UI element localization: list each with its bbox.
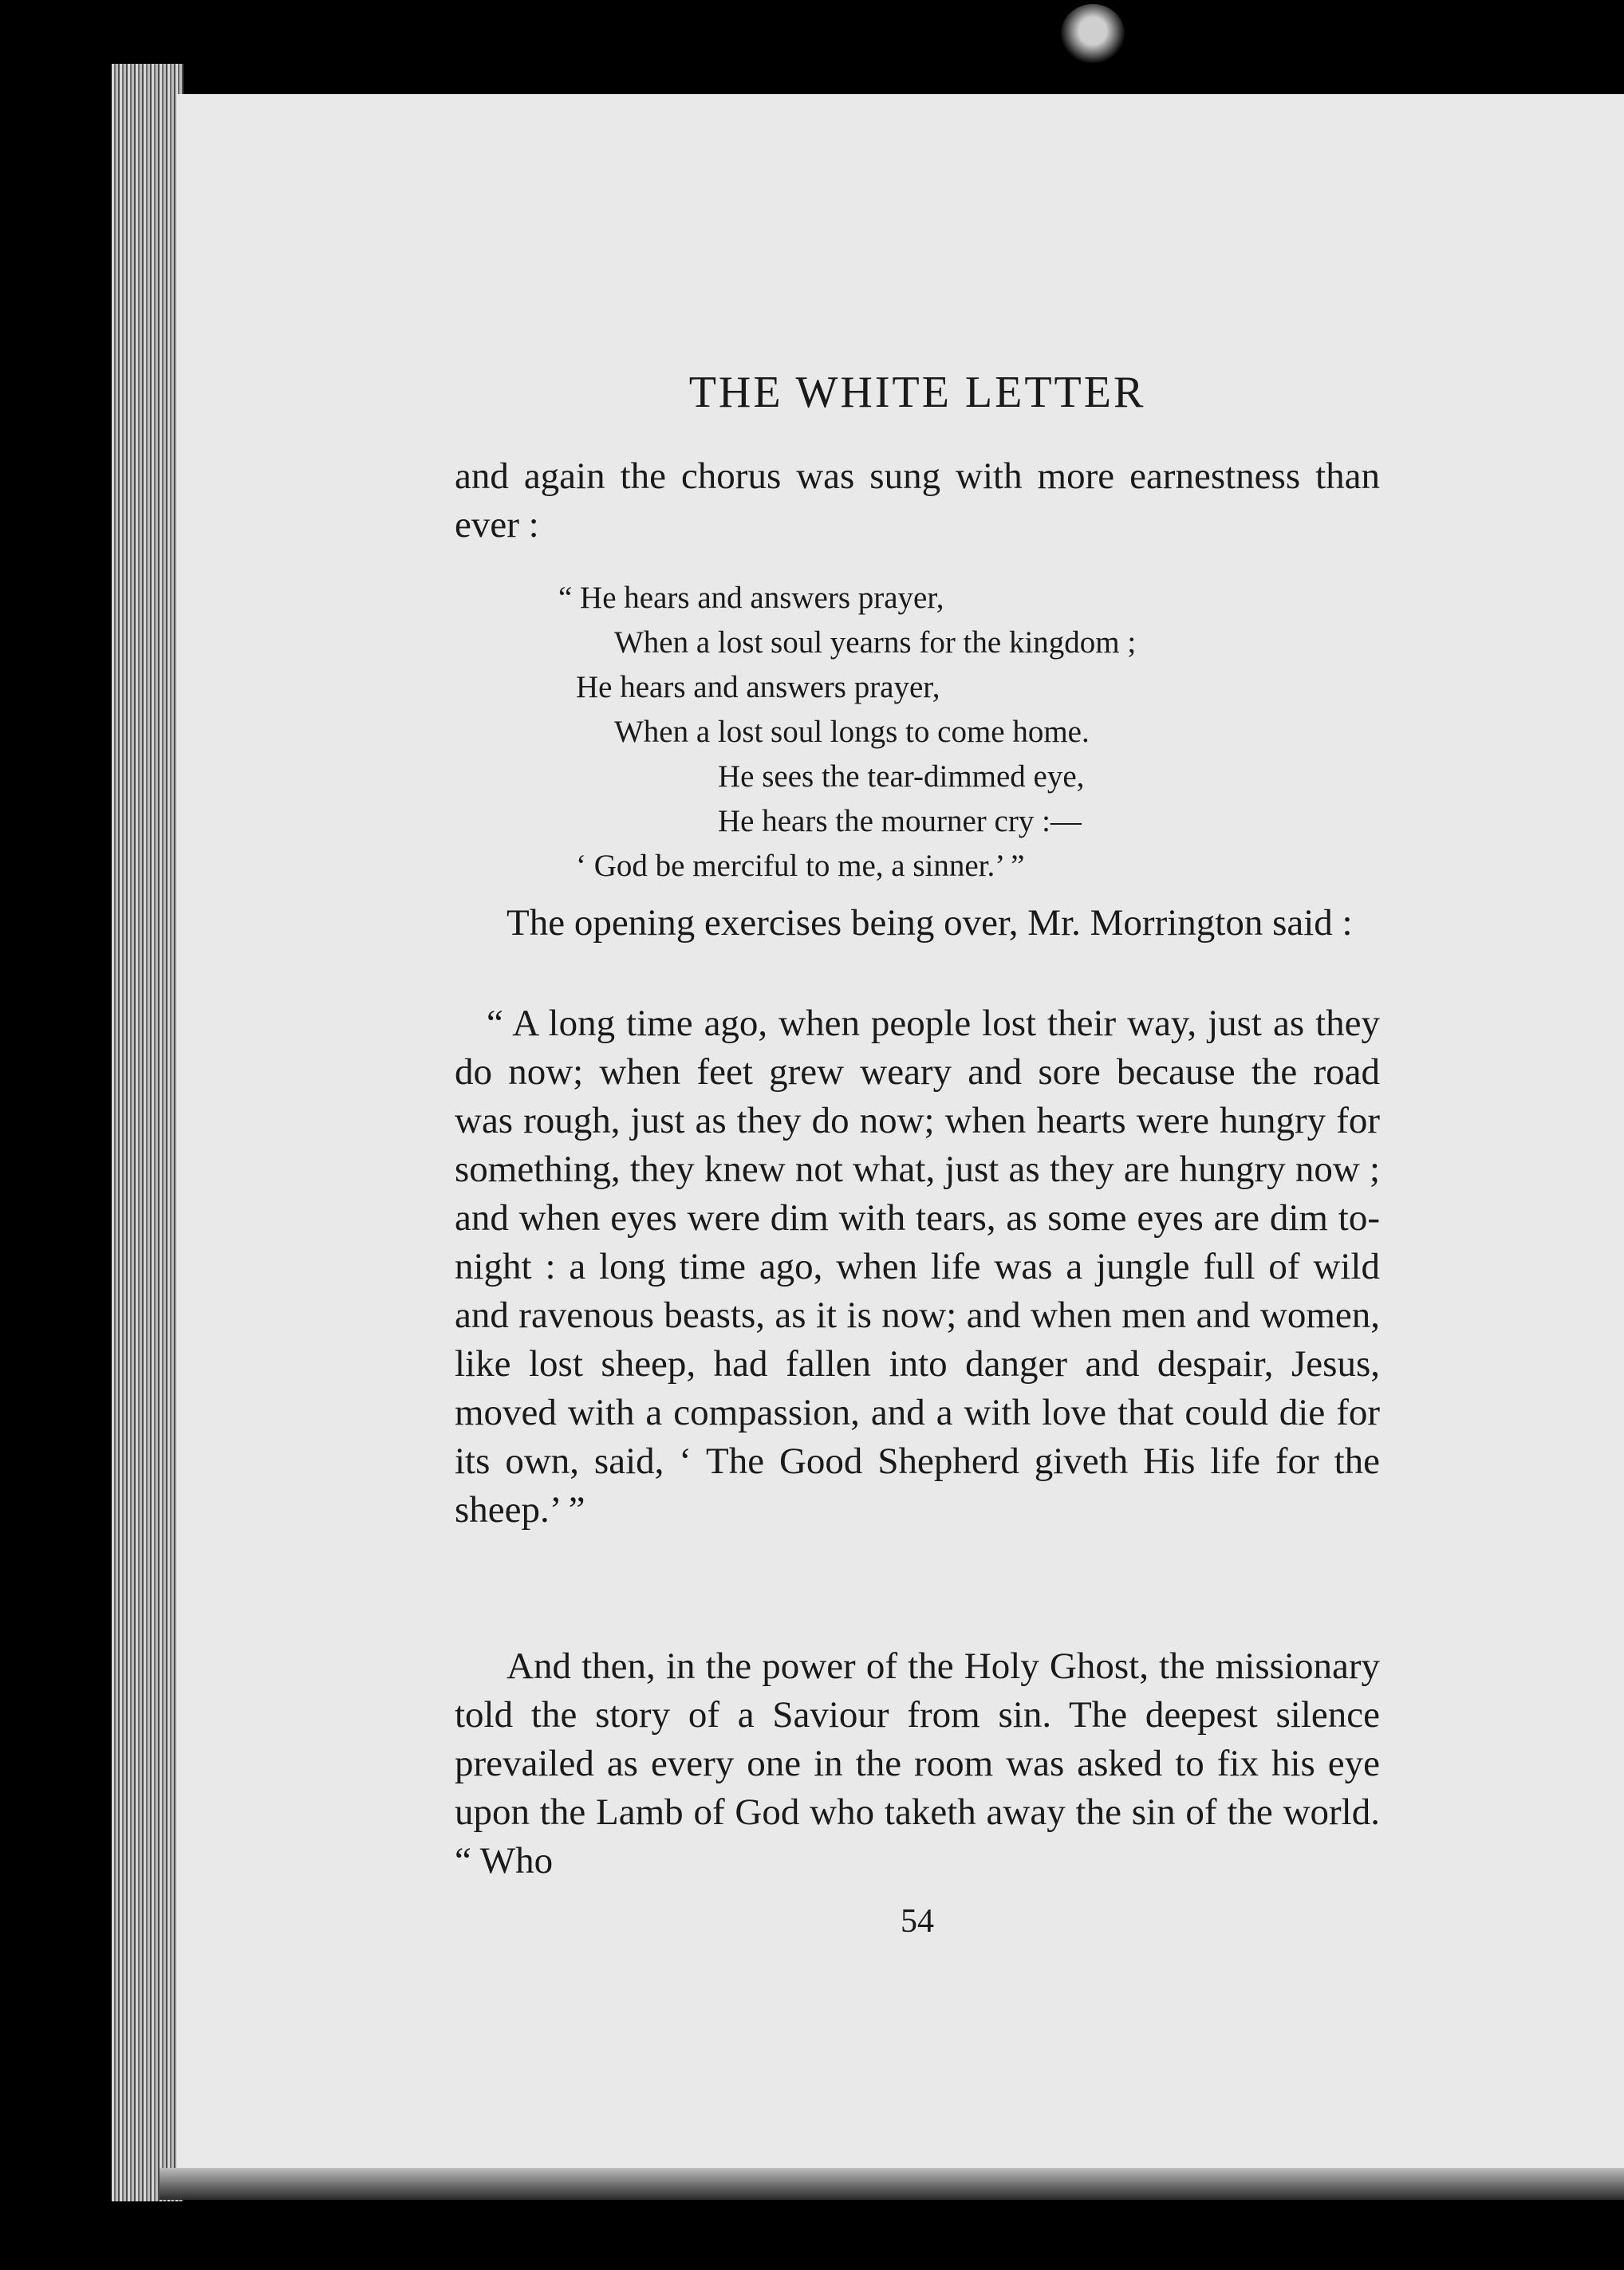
scan-blot [1061, 4, 1125, 64]
verse-line-3: He hears and answers prayer, [576, 670, 940, 704]
verse-line-2: When a lost soul yearns for the kingdom ; [614, 625, 1137, 660]
paragraph-4: And then, in the power of the Holy Ghost, the missionary told the story of a Saviour from sin. The deepest silence prevailed as every one in the room was asked to fix his eye upon the Lamb of God who taketh away the sin of the world. “ Who [455, 1645, 1380, 1882]
paragraph-1: and again the chorus was sung with more earnestness than ever : [455, 455, 1380, 546]
verse-line-6: He hears the mourner cry :— [718, 804, 1082, 838]
running-head: THE WHITE LETTER [688, 368, 1146, 417]
verse-line-5: He sees the tear-dimmed eye, [718, 759, 1085, 794]
verse-line-4: When a lost soul longs to come home. [614, 715, 1090, 749]
page-number: 54 [901, 1903, 934, 1940]
verse-line-7: ‘ God be merciful to me, a sinner.’ ” [576, 849, 1025, 883]
verse-line-1: “ He hears and answers prayer, [558, 581, 944, 615]
book-page-edges [112, 64, 183, 2201]
verse-chorus [558, 576, 1136, 889]
paragraph-3: “ A long time ago, when people lost their way, just as they do now; when feet grew weary and sore because the road was rough, just as they do now; when hearts were hungry for something, they knew not what, just as they are hungry now ; and when eyes were dim with tears, as some eyes are dim to-night : a long time ago, when life was a jungle full of wild and ravenous beasts, as it is now; and when men and women, like lost sheep, had fallen into danger and despair, Jesus, moved with a compassion, and a with love that could die for its own, said, ‘ The Good Shepherd giveth His life for the sheep.’ ” [455, 1003, 1380, 1531]
page-bottom-shadow [160, 2168, 1624, 2200]
paragraph-2: The opening exercises being over, Mr. Morrington said : [507, 902, 1353, 944]
